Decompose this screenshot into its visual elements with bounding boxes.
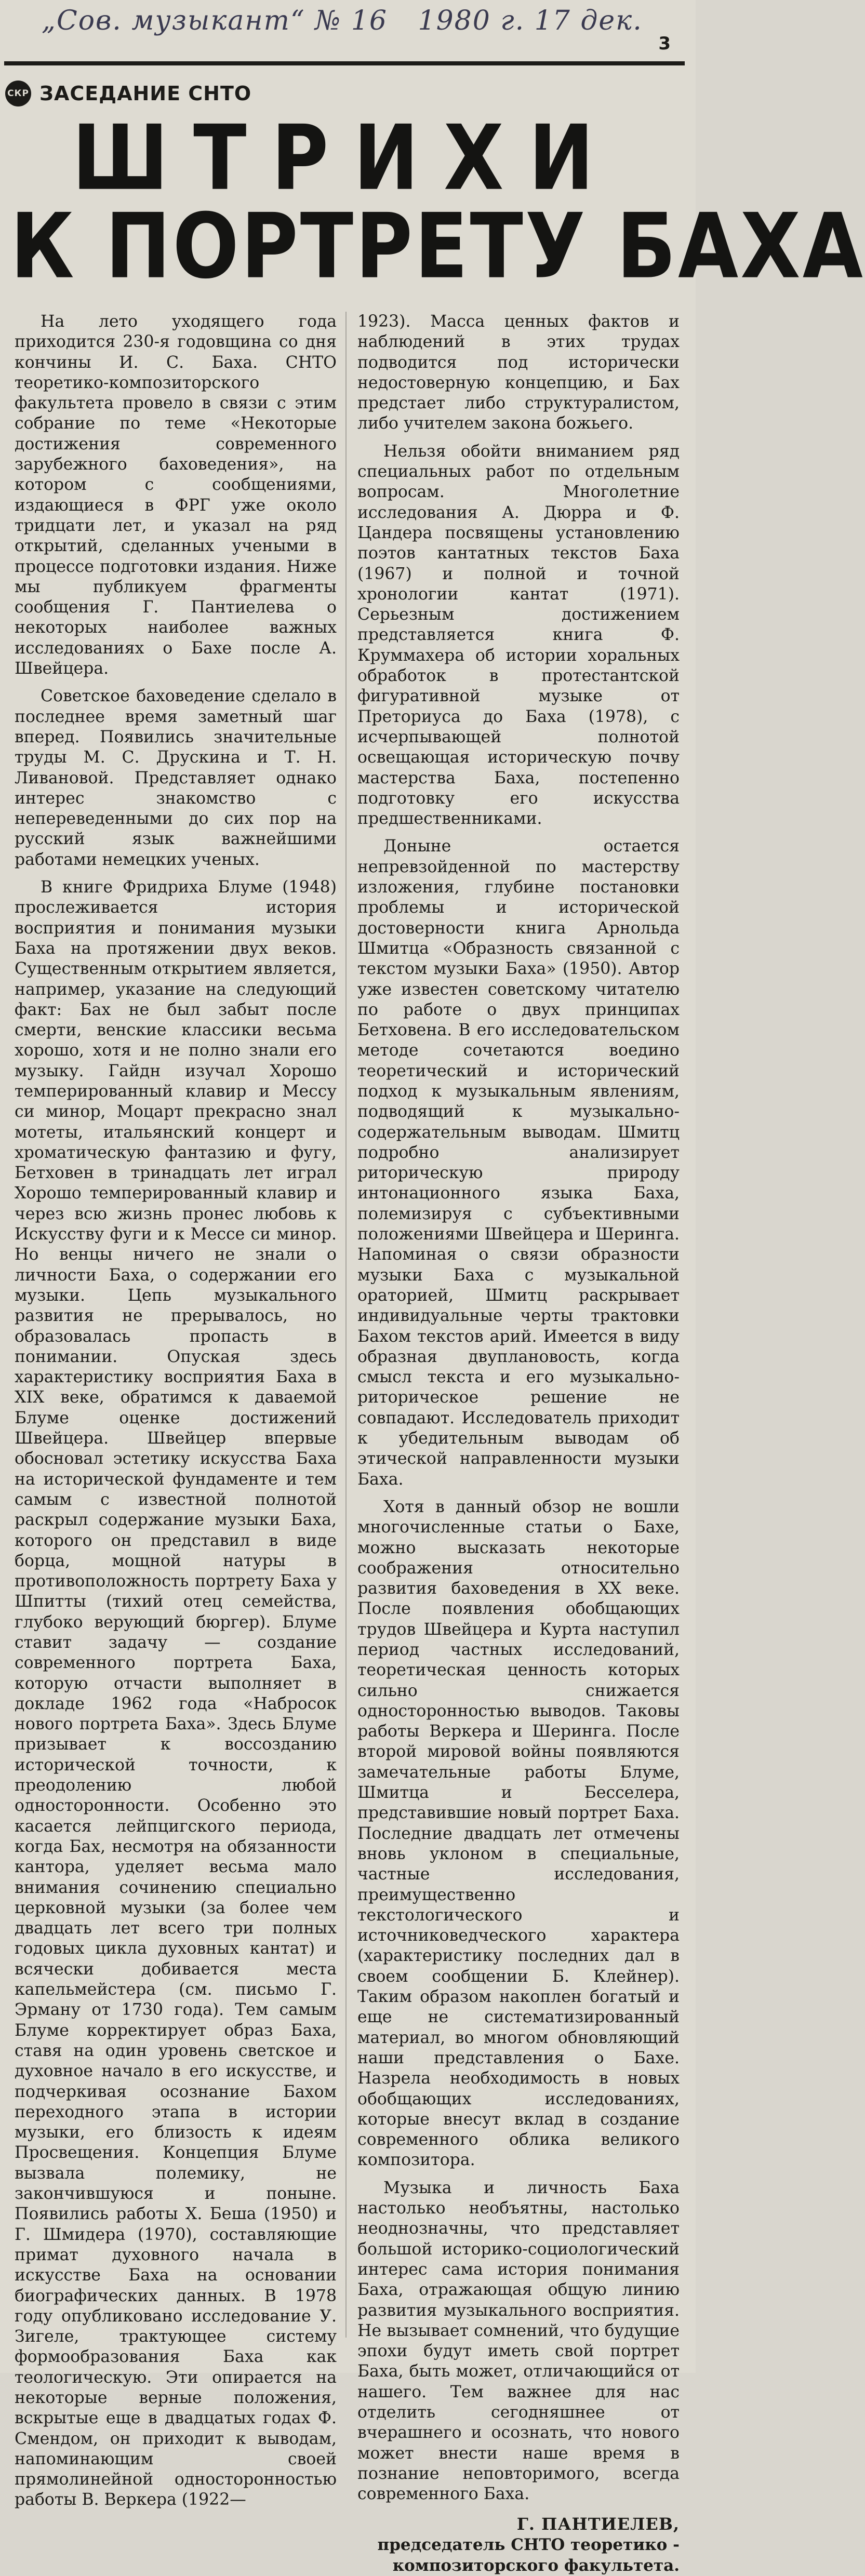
paragraph: Доныне остается непревзойденной по мастерству изложения, глубине постановки проблемы и исторической достоверности книга Арнольда Шмитца «Образность связанной с текстом музыки Баха» (1950). Автор уже известен советскому читателю по работе о двух принципах Бетховена. В его исследовательском методе сочетаются воедино теоретический и исторический подход к музыкальным явлениям, подводящий к музыкально-содержательным выводам. Шмитц подробно анализирует риторическую природу интонационного языка Баха, полемизируя с субъективными положениями Швейцера и Шеринга. Напоминая о связи образности музыки Баха с музыкальной ораторией, Шмитц раскрывает индивидуальные черты трактовки Бахом текстов арий. Имеется в виду образная двуплановость, когда смысл текста и его музыкально-риторическое решение не совпадают. Исследователь приходит к убедительным выводам об этической направленности музыки Баха. bbox=[357, 837, 680, 1489]
headline-line-1: ШТРИХИ bbox=[72, 106, 619, 211]
paragraph: Хотя в данный обзор не вошли многочисленные статьи о Бахе, можно высказать некоторые соображения относительно развития баховедения в XX веке. После появления обобщающих трудов Швейцера и Курта наступил период частных исследований, теоретическая ценность которых сильно снижается односторонностью выводов. Таковы работы Веркера и Шеринга. После второй мировой войны появляются замечательные работы Блуме, Шмитца и Бесселера, представившие новый портрет Баха. Последние двадцать лет отмечены вновь уклоном в специальные, частные исследования, преимущественно текстологического и источниковедческого характера (характеристику последних дал в своем сообщении Б. Клейнер). Таким образом накоплен богатый и еще не систематизированный материал, во многом обновляющий наши представления о Бахе. Назрела необходимость в новых обобщающих исследованиях, которые внесут вклад в создание современного облика великого композитора. bbox=[357, 1497, 680, 2170]
author-signature bbox=[357, 2514, 680, 2576]
left-column bbox=[15, 312, 337, 2510]
paragraph: Советское баховедение сделало в последнее время заметный шаг вперед. Появились значительные труды М. С. Друскина и Т. Н. Ливановой. Представляет однако интерес знакомство с непереведенными до сих пор на русский язык важнейшими работами немецких ученых. bbox=[15, 687, 337, 869]
page-number: 3 bbox=[658, 33, 671, 54]
handwritten-source: „Сов. музыкант“ № 16 bbox=[42, 5, 388, 36]
rubric-badge: СКР bbox=[5, 81, 31, 106]
paragraph: На лето уходящего года приходится 230-я годовщина со дня кончины И. С. Баха. СНТО теоретико-композиторского факультета провело в связи с этим собрание по теме «Некоторые достижения современного зарубежного баховедения», на котором с сообщениями, издающиеся в ФРГ уже около тридцати лет, и указал на ряд открытий, сделанных учеными в процессе подготовки издания. Ниже мы публикуем фрагменты сообщения Г. Пантиелева о некоторых наиболее важных исследованиях о Бахе после А. Швейцера. bbox=[15, 312, 337, 678]
rubric-label: ЗАСЕДАНИЕ СНТО bbox=[39, 82, 252, 105]
rubric bbox=[5, 78, 251, 109]
paragraph: В книге Фридриха Блуме (1948) прослеживается история восприятия и понимания музыки Баха на протяжении двух веков. Существенным открытием является, например, указание на следующий факт: Бах не был забыт после смерти, венские классики весьма хорошо, хотя и не полно знали его музыку. Гайдн изучал Хорошо темперированный клавир и Мессу си минор, Моцарт прекрасно знал мотеты, итальянский концерт и хроматическую фантазию и фугу, Бетховен в тринадцать лет играл Хорошо темперированный клавир и через всю жизнь пронес любовь к Искусству фуги и к Мессе си минор. Но венцы ничего не знали о личности Баха, о содержании его музыки. Цепь музыкального развития не прерывалось, но образовалась пропасть в понимании. Опуская здесь характеристику восприятия Баха в XIX веке, обратимся к даваемой Блуме оценке достижений Швейцера. Швейцер впервые обосновал эстетику искусства Баха на исторической фундаменте и тем самым с известной полнотой раскрыл содержание музыки Баха, которого он представил в виде борца, мощной натуры в противоположность портрету Баха у Шпитты (тихий отец семейства, глубоко верующий бюргер). Блуме ставит задачу — создание современного портрета Баха, которую отчасти выполняет в докладе 1962 года «Набросок нового портрета Баха». Здесь Блуме призывает к воссозданию исторической точности, к преодолению любой односторонности. Особенно это касается лейпцигского периода, когда Бах, несмотря на обязанности кантора, уделяет весьма мало внимания сочинению специально церковной музыки (за более чем двадцать лет всего три полных годовых цикла духовных кантат) и всячески добивается места капельмейстера (см. письмо Г. Эрману от 1730 года). Тем самым Блуме корректирует образ Баха, ставя на один уровень светское и духовное начало в его искусстве, и подчеркивая осознание Бахом переходного этапа в истории музыки, его близость к идеям Просвещения. Концепция Блуме вызвала полемику, не закончившуюся и поныне. Появились работы Х. Беша (1950) и Г. Шмидера (1970), составляющие примат духовного начала в искусстве Баха на основании биографических данных. В 1978 году опубликовано исследование У. Зигеле, трактующее систему формообразования Баха как теологическую. Эти опирается на некоторые верные положения, вскрытые еще в двадцатых годах Ф. Смендом, он приходит к выводам, напоминающим своей прямолинейной односторонностью работы В. Веркера (1922— bbox=[15, 878, 337, 2510]
right-column bbox=[357, 312, 680, 2575]
paragraph: Нельзя обойти вниманием ряд специальных работ по отдельным вопросам. Многолетние исследования А. Дюрра и Ф. Цандера посвящены установлению поэтов кантатных текстов Баха (1967) и полной и точной хронологии кантат (1971). Серьезным достижением представляется книга Ф. Круммахера об истории хоральных обработок в протестантской фигуративной музыке от Преториуса до Баха (1978), с исчерпывающей полнотой освещающая историческую почву мастерства Баха, постепенно подготовку его искусства предшественниками. bbox=[357, 442, 680, 829]
handwritten-annotation bbox=[42, 5, 655, 52]
paragraph: Музыка и личность Баха настолько необъятны, настолько неоднозначны, что представляет большой историко-социологический интерес сама история понимания Баха, отражающая общую линию развития музыкального восприятия. Не вызывает сомнений, что будущие эпохи будут иметь свой портрет Баха, быть может, отличающийся от нашего. Тем важнее для нас отделить сегодняшнее от вчерашнего и осознать, что нового может внести наше время в познание неповторимого, всегда современного Баха. bbox=[357, 2178, 680, 2504]
author-title: председатель СНТО теоретико - композиторского факультета. bbox=[377, 2535, 680, 2575]
top-rule bbox=[4, 61, 685, 65]
column-divider bbox=[345, 312, 347, 2338]
article-headline bbox=[10, 106, 865, 299]
author-name: Г. ПАНТИЕЛЕВ, bbox=[516, 2514, 680, 2534]
handwritten-date: 1980 г. 17 дек. bbox=[418, 5, 643, 36]
paragraph: 1923). Масса ценных фактов и наблюдений в этих трудах подводится под исторически недостоверную концепцию, и Бах предстает либо структуралистом, либо учителем закона божьего. bbox=[357, 312, 680, 433]
headline-line-2: К ПОРТРЕТУ БАХА bbox=[10, 194, 865, 299]
